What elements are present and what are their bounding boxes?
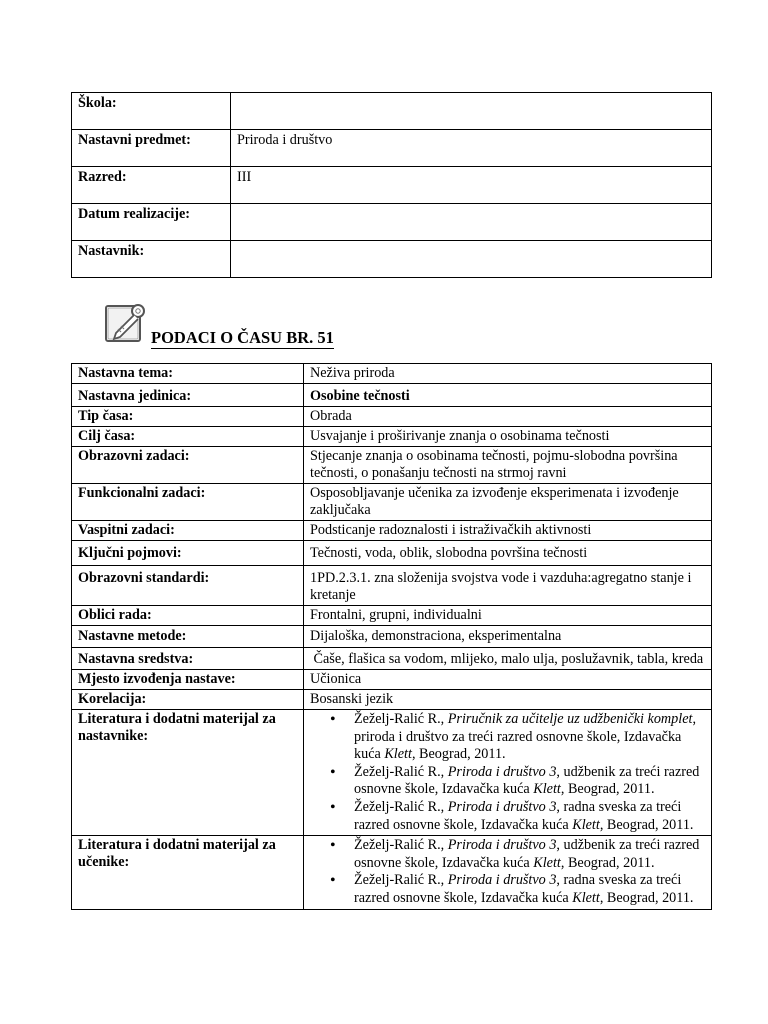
ref-author: Žeželj-Ralić R., [354, 837, 448, 854]
row-label: Mjesto izvođenja nastave: [72, 670, 304, 690]
ref-desc: , udžbenik za treći razred osnovne škole, Izdavačka kuća [354, 837, 700, 871]
table-row [72, 606, 712, 626]
date-label: Datum realizacije: [72, 204, 231, 241]
table-row [72, 93, 712, 130]
ref-desc: , udžbenik za treći razred osnovne škole, Izdavačka kuća [354, 763, 700, 798]
lesson-title [151, 328, 356, 349]
ref-place-year: , Beograd, 2011. [560, 781, 655, 798]
lesson-details-table [71, 363, 712, 910]
date-value [231, 204, 712, 241]
row-label: Korelacija: [72, 690, 304, 710]
pencil-key-icon [104, 302, 148, 349]
row-value: Učionica [304, 670, 712, 690]
ref-desc: , priroda i društvo za treći razred osnovne škole, Izdavačka kuća [354, 711, 696, 763]
school-label: Škola: [72, 93, 231, 130]
ref-place-year: , Beograd, 2011. [411, 746, 506, 763]
table-row [72, 130, 712, 167]
table-row [72, 384, 712, 407]
row-label: Nastavna jedinica: [72, 384, 304, 407]
ref-title: Priroda i društvo 3 [447, 763, 557, 780]
ref-publisher: Klett [572, 889, 600, 906]
list-item [354, 711, 705, 764]
row-label: Cilj časa: [72, 427, 304, 447]
row-value: Tečnosti, voda, oblik, slobodna površina tečnosti [304, 541, 712, 566]
table-row [72, 447, 712, 484]
list-item [354, 799, 705, 834]
teacher-refs-list [310, 711, 705, 834]
teacher-value [231, 241, 712, 278]
student-refs-list-cell [304, 836, 712, 909]
row-value: Osposobljavanje učenika za izvođenje eksperimenata i izvođenje zaključaka [304, 484, 712, 521]
ref-author: Žeželj-Ralić R., [354, 763, 448, 780]
table-row [72, 648, 712, 670]
student-refs-list [310, 837, 705, 907]
row-value: Obrada [304, 407, 712, 427]
ref-publisher: Klett [572, 816, 600, 833]
row-label: Oblici rada: [72, 606, 304, 626]
row-label: Nastavna sredstva: [72, 648, 304, 670]
table-row [72, 241, 712, 278]
table-row [72, 690, 712, 710]
ref-publisher: Klett [384, 746, 412, 763]
table-row [72, 626, 712, 648]
ref-desc: , radna sveska za treći razred osnovne škole, Izdavačka kuća [354, 872, 682, 906]
row-value: Osobine tečnosti [304, 384, 712, 407]
teacher-refs-label: Literatura i dodatni materijal za nastavnike: [72, 710, 304, 836]
subject-value: Priroda i društvo [231, 130, 712, 167]
ref-title: Priroda i društvo 3 [447, 798, 557, 815]
teacher-label: Nastavnik: [72, 241, 231, 278]
ref-title: Priroda i društvo 3 [447, 872, 557, 889]
row-value: Neživa priroda [304, 364, 712, 384]
grade-value: III [231, 167, 712, 204]
row-value: Frontalni, grupni, individualni [304, 606, 712, 626]
school-info-table [71, 92, 712, 278]
lesson-title-text: PODACI O ČASU BR. 51 [151, 328, 334, 347]
student-refs-label: Literatura i dodatni materijal za učenike: [72, 836, 304, 909]
ref-publisher: Klett [533, 781, 561, 798]
table-row [72, 484, 712, 521]
school-value [231, 93, 712, 130]
row-value: Stjecanje znanja o osobinama tečnosti, pojmu-slobodna površina tečnosti, o ponašanju tečnosti na strmoj ravni [304, 447, 712, 484]
row-label: Nastavne metode: [72, 626, 304, 648]
row-label: Funkcionalni zadaci: [72, 484, 304, 521]
table-row [72, 204, 712, 241]
grade-label: Razred: [72, 167, 231, 204]
row-label: Vaspitni zadaci: [72, 521, 304, 541]
row-value: 1PD.2.3.1. zna složenija svojstva vode i vazduha:agregatno stanje i kretanje [304, 566, 712, 606]
row-value: Usvajanje i proširivanje znanja o osobinama tečnosti [304, 427, 712, 447]
table-row [72, 427, 712, 447]
list-item [354, 764, 705, 799]
list-item [354, 837, 705, 872]
row-value: Dijaloška, demonstraciona, eksperimentalna [304, 626, 712, 648]
table-row [72, 167, 712, 204]
ref-title: Priroda i društvo 3 [447, 837, 557, 854]
table-row [72, 836, 712, 909]
ref-author: Žeželj-Ralić R., [354, 872, 448, 889]
table-row [72, 566, 712, 606]
row-label: Tip časa: [72, 407, 304, 427]
ref-author: Žeželj-Ralić R., [354, 711, 448, 727]
list-item [354, 872, 705, 907]
table-row [72, 670, 712, 690]
ref-place-year: , Beograd, 2011. [599, 889, 694, 906]
ref-place-year: , Beograd, 2011. [599, 816, 694, 833]
table-row [72, 521, 712, 541]
ref-desc: , radna sveska za treći razred osnovne škole, Izdavačka kuća [354, 798, 682, 833]
row-value: Čaše, flašica sa vodom, mlijeko, malo ulja, poslužavnik, tabla, kreda [304, 648, 712, 670]
lesson-heading [104, 302, 356, 349]
row-label: Nastavna tema: [72, 364, 304, 384]
ref-place-year: , Beograd, 2011. [560, 854, 655, 871]
table-row [72, 710, 712, 836]
row-label: Ključni pojmovi: [72, 541, 304, 566]
table-row [72, 541, 712, 566]
ref-title: Priručnik za učitelje uz udžbenički komplet [447, 711, 693, 727]
subject-label: Nastavni predmet: [72, 130, 231, 167]
row-label: Obrazovni zadaci: [72, 447, 304, 484]
table-row [72, 364, 712, 384]
row-value: Bosanski jezik [304, 690, 712, 710]
ref-publisher: Klett [533, 854, 561, 871]
row-label: Obrazovni standardi: [72, 566, 304, 606]
row-value: Podsticanje radoznalosti i istraživačkih aktivnosti [304, 521, 712, 541]
table-row [72, 407, 712, 427]
ref-author: Žeželj-Ralić R., [354, 798, 448, 815]
teacher-refs-list-cell [304, 710, 712, 836]
